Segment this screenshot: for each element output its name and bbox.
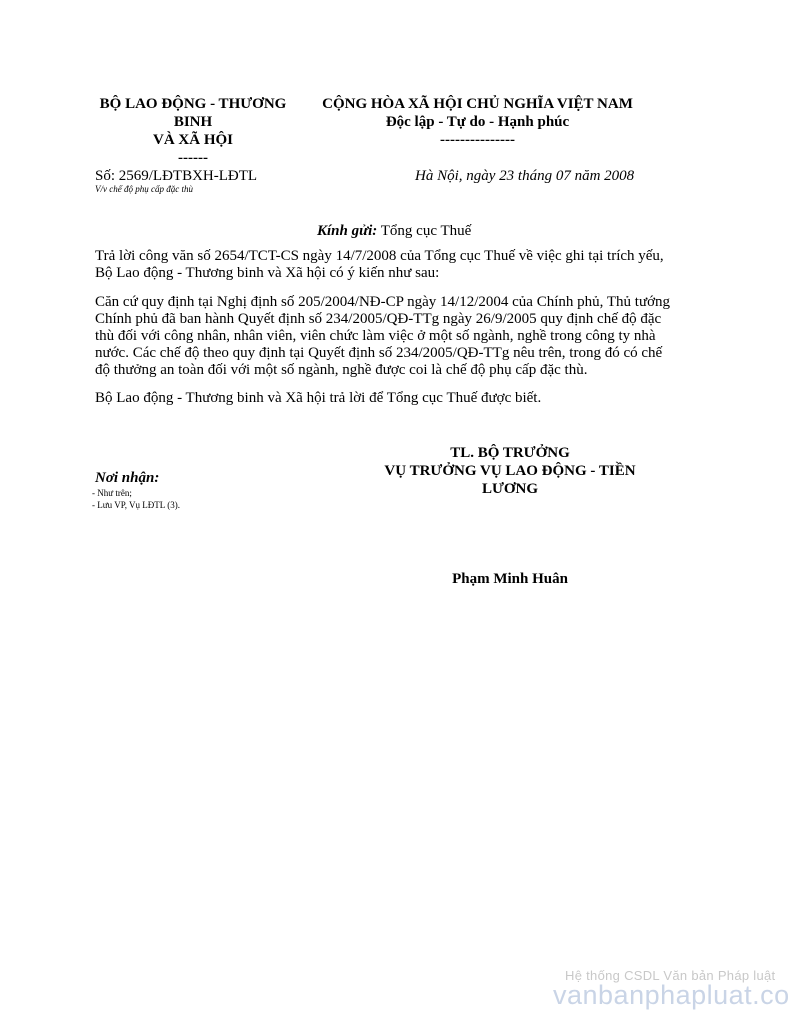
document-subject: V/v chế độ phụ cấp đặc thù <box>95 184 193 194</box>
body-line: Bộ Lao động - Thương binh và Xã hội trả lời để Tổng cục Thuế được biết. <box>95 390 542 406</box>
recipient-label: Kính gửi: <box>317 223 378 239</box>
signer-name: Phạm Minh Huân <box>452 571 568 587</box>
ministry-name-line3: VÀ XÃ HỘI <box>152 132 233 148</box>
watermark-line-1: Hệ thống CSDL Văn bản Pháp luật <box>565 968 776 983</box>
body-paragraph-3 <box>95 390 715 407</box>
body-line: Trả lời công văn số 2654/TCT-CS ngày 14/7/2008 của Tổng cục Thuế về việc ghi tại trích yếu, <box>95 248 664 264</box>
body-line: Căn cứ quy định tại Nghị định số 205/2004/NĐ-CP ngày 14/12/2004 của Chính phủ, Thủ tướng <box>95 294 671 310</box>
nation-separator: --------------- <box>440 132 515 148</box>
ministry-separator: ------ <box>178 150 208 166</box>
recipients-label: Nơi nhận: <box>95 470 160 486</box>
recipient-item-1: - Như trên; <box>92 488 132 498</box>
watermark-line-2: vanbanphapluat.co <box>553 980 790 1010</box>
body-line: nước. Các chế độ theo quy định tại Quyết định số 234/2005/QĐ-TTg nêu trên, trong đó có chế <box>95 345 663 361</box>
body-paragraph-2 <box>95 294 715 379</box>
recipient-name: Tổng cục Thuế <box>380 223 472 239</box>
nation-motto: Độc lập - Tự do - Hạnh phúc <box>385 114 570 130</box>
recipient-line <box>317 222 471 240</box>
ministry-name-line1: BỘ LAO ĐỘNG - THƯƠNG <box>99 96 287 112</box>
ministry-name-line2: BINH <box>173 114 213 130</box>
signature-title-2: VỤ TRƯỞNG VỤ LAO ĐỘNG - TIỀN <box>384 463 636 479</box>
recipient-item-2: - Lưu VP, Vụ LĐTL (3). <box>92 500 180 510</box>
body-line: Bộ Lao động - Thương binh và Xã hội có ý kiến như sau: <box>95 265 440 281</box>
body-paragraph-1 <box>95 248 715 282</box>
nation-title: CỘNG HÒA XÃ HỘI CHỦ NGHĨA VIỆT NAM <box>322 96 633 112</box>
signature-title-1: TL. BỘ TRƯỞNG <box>450 445 570 461</box>
body-line: độ thưởng an toàn đối với một số ngành, nghề được coi là chế độ phụ cấp đặc thù. <box>95 362 588 378</box>
signature-title-3: LƯƠNG <box>481 481 539 497</box>
document-number: Số: 2569/LĐTBXH-LĐTL <box>95 168 258 184</box>
place-date: Hà Nội, ngày 23 tháng 07 năm 2008 <box>415 168 635 184</box>
body-line: thù đối với công nhân, nhân viên, viên chức làm việc ở một số ngành, nghề trong công ty nhà <box>95 328 656 344</box>
body-line: Chính phủ đã ban hành Quyết định số 234/2005/QĐ-TTg ngày 26/9/2005 quy định chế độ đặc <box>95 311 662 327</box>
